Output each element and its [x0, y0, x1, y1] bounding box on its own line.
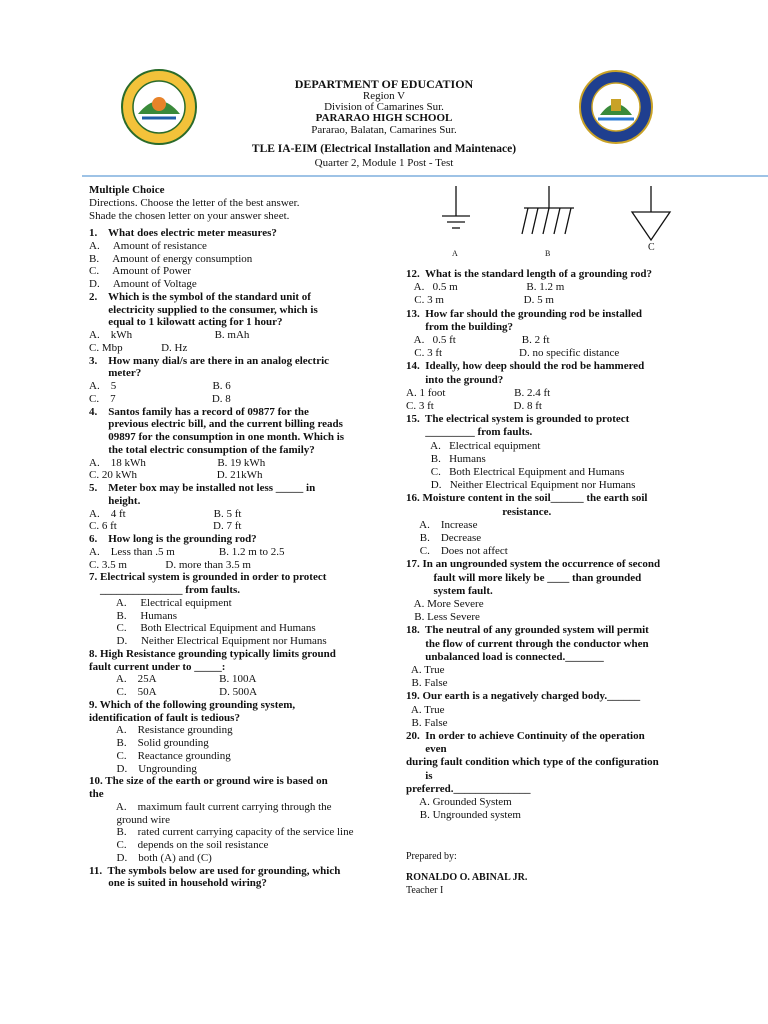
question-line: meter? [89, 367, 142, 380]
question-line: preferred.______________ [406, 782, 531, 795]
teacher-name: RONALDO O. ABINAL JR. [406, 872, 528, 883]
region-label: Region V [362, 90, 406, 102]
question-line: into the ground? [406, 373, 504, 386]
question-line: fault current under to _____: [89, 660, 226, 673]
question-line: unbalanced load is connected._______ [406, 650, 604, 663]
question-line: _________ from faults. [406, 426, 533, 439]
question-line: 8. High Resistance grounding typically limits ground [89, 647, 336, 660]
question-line: 09897 for the consumption in one month. Which is [89, 431, 345, 443]
answer-option: A. Less than .5 m B. 1.2 m to 2.5 [89, 545, 285, 558]
answer-option: A. 0.5 ft B. 2 ft [406, 334, 550, 346]
question-line: the [89, 788, 104, 800]
answer-option: A. Amount of resistance [89, 239, 207, 252]
question-line: one is suited in household wiring? [89, 877, 267, 890]
question-line: electricity supplied to the consumer, which is [89, 303, 318, 316]
answer-option: C. depends on the soil resistance [89, 839, 269, 851]
question-line: 1. What does electric meter measures? [89, 227, 277, 239]
answer-option: A. 5 B. 6 [89, 380, 231, 392]
answer-option: C. 3 ft D. 8 ft [406, 400, 542, 412]
answer-option: C. 3 m D. 5 m [406, 294, 554, 307]
school-address: Pararao, Balatan, Camarines Sur. [311, 124, 457, 136]
answer-option: B. Ungrounded system [406, 809, 521, 822]
symbol-label-b: B [545, 249, 551, 258]
symbol-label-c: C [648, 242, 655, 253]
answer-option: C. Both Electrical Equipment and Humans [406, 466, 625, 478]
answer-option: D. Neither Electrical Equipment nor Humans [89, 635, 327, 647]
answer-option: B. Amount of energy consumption [89, 252, 253, 265]
question-line: 12. What is the standard length of a grounding rod? [406, 268, 653, 280]
question-line: _______________ from faults. [89, 584, 241, 596]
question-line: 20. In order to achieve Continuity of the operation [406, 730, 645, 742]
deped-division-seal [120, 68, 198, 146]
ground-symbol-b-icon [522, 186, 574, 234]
answer-option: A. 25A B. 100A [89, 673, 257, 686]
directions-line-2: Shade the chosen letter on your answer sheet. [89, 210, 290, 222]
question-line: 13. How far should the grounding rod be installed [406, 307, 642, 320]
question-line: 17. In an ungrounded system the occurrence of second [406, 558, 661, 571]
school-name: PARARAO HIGH SCHOOL [315, 112, 453, 124]
question-line: system fault. [406, 584, 493, 597]
question-line: 16. Moisture content in the soil______ the earth soil [406, 492, 648, 505]
question-line: 5. Meter box may be installed not less _____ in [89, 482, 316, 494]
question-line: 18. The neutral of any grounded system will permit [406, 624, 649, 637]
answer-option: A. Increase [406, 518, 478, 531]
answer-option: B. Humans [89, 609, 177, 622]
answer-option: D. both (A) and (C) [89, 851, 212, 864]
question-line: during fault condition which type of the configuration [406, 756, 659, 769]
answer-option: A. True [406, 703, 445, 716]
answer-option: A. Resistance grounding [89, 724, 233, 737]
section-heading: Multiple Choice [89, 184, 165, 196]
answer-option: B. Decrease [406, 532, 482, 544]
answer-option: A. 0.5 m B. 1.2 m [406, 281, 565, 294]
question-line: equal to 1 kilowatt acting for 1 hour? [89, 316, 283, 329]
answer-option: A. 4 ft B. 5 ft [89, 507, 242, 520]
answer-option: C. 50A D. 500A [89, 686, 258, 698]
directions-line-1: Directions. Choose the letter of the best answer. [89, 197, 300, 209]
answer-option: C. 7 D. 8 [89, 392, 231, 405]
question-line: resistance. [406, 505, 552, 518]
answer-option: A. Electrical equipment [89, 596, 232, 609]
question-line: 19. Our earth is a negatively charged body.______ [406, 690, 641, 703]
question-line: 10. The size of the earth or ground wire is based on [89, 775, 328, 788]
answer-option: D. Neither Electrical Equipment nor Humans [406, 479, 636, 492]
answer-option: B. Solid grounding [89, 737, 209, 749]
answer-option: A. More Severe [406, 598, 484, 610]
answer-option: C. 6 ft D. 7 ft [89, 520, 242, 533]
quarter-label: Quarter 2, Module 1 Post - Test [314, 157, 454, 169]
ground-symbol-a-icon [442, 186, 470, 228]
question-line: fault will more likely be ____ than grounded [406, 571, 642, 584]
question-line: 14. Ideally, how deep should the rod be hammered [406, 360, 645, 373]
answer-option: D. Amount of Voltage [89, 278, 197, 290]
answer-option: A. Electrical equipment [406, 439, 541, 452]
answer-option: C. Reactance grounding [89, 749, 231, 762]
answer-option: A. kWh B. mAh [89, 329, 250, 341]
answer-option: C. Both Electrical Equipment and Humans [89, 622, 316, 635]
answer-option: A. Grounded System [406, 796, 512, 808]
prepared-by-label: Prepared by: [406, 851, 457, 862]
answer-option: C. 20 kWh D. 21kWh [89, 469, 263, 482]
answer-option: C. Amount of Power [89, 265, 192, 278]
answer-option: C. Does not affect [406, 545, 508, 558]
question-line: even [406, 743, 447, 756]
grounding-symbols [432, 184, 682, 264]
question-line: 9. Which of the following grounding system, [89, 698, 296, 711]
dept-title: DEPARTMENT OF EDUCATION [294, 77, 474, 91]
answer-option: C. 3.5 m D. more than 3.5 m [89, 558, 251, 571]
division-label: Division of Camarines Sur. [324, 101, 444, 113]
header-divider [82, 175, 768, 177]
question-line: 4. Santos family has a record of 09877 for the [89, 405, 309, 418]
school-seal [578, 69, 654, 145]
answer-option: B. False [406, 677, 448, 690]
question-line: 2. Which is the symbol of the standard unit of [89, 290, 311, 303]
answer-option: B. Less Severe [406, 611, 480, 624]
answer-option: ground wire [89, 813, 170, 826]
answer-option: B. False [406, 716, 448, 729]
question-line: previous electric bill, and the current billing reads [89, 418, 343, 431]
answer-option: B. rated current carrying capacity of the service line [89, 826, 354, 839]
question-line: from the building? [406, 320, 514, 333]
question-line: 3. How many dial/s are there in an analog electric [89, 354, 330, 367]
answer-option: A. 1 foot B. 2.4 ft [406, 386, 551, 399]
symbol-label-a: A [452, 249, 458, 258]
teacher-title: Teacher I [406, 885, 444, 896]
question-line: 15. The electrical system is grounded to protect [406, 413, 630, 426]
answer-option: A. True [406, 664, 445, 676]
question-line: height. [89, 494, 141, 507]
answer-option: C. 3 ft D. no specific distance [406, 347, 620, 360]
subject-title: TLE IA-EIM (Electrical Installation and Maintenace) [251, 143, 517, 155]
answer-option: B. Humans [406, 452, 486, 465]
question-line: the total electric consumption of the family? [89, 443, 315, 456]
answer-option: A. 18 kWh B. 19 kWh [89, 456, 266, 469]
answer-option: A. maximum fault current carrying through the [89, 800, 332, 813]
question-line: 6. How long is the grounding rod? [89, 533, 257, 545]
ground-symbol-c-icon [632, 186, 670, 240]
question-line: 7. Electrical system is grounded in order to protect [89, 571, 327, 584]
question-line: identification of fault is tedious? [89, 711, 240, 724]
answer-option: D. Ungrounding [89, 762, 197, 775]
question-line: is [406, 769, 433, 782]
question-line: the flow of current through the conductor when [406, 637, 649, 650]
question-line: 11. The symbols below are used for grounding, which [89, 864, 341, 877]
answer-option: C. Mbp D. Hz [89, 341, 188, 354]
